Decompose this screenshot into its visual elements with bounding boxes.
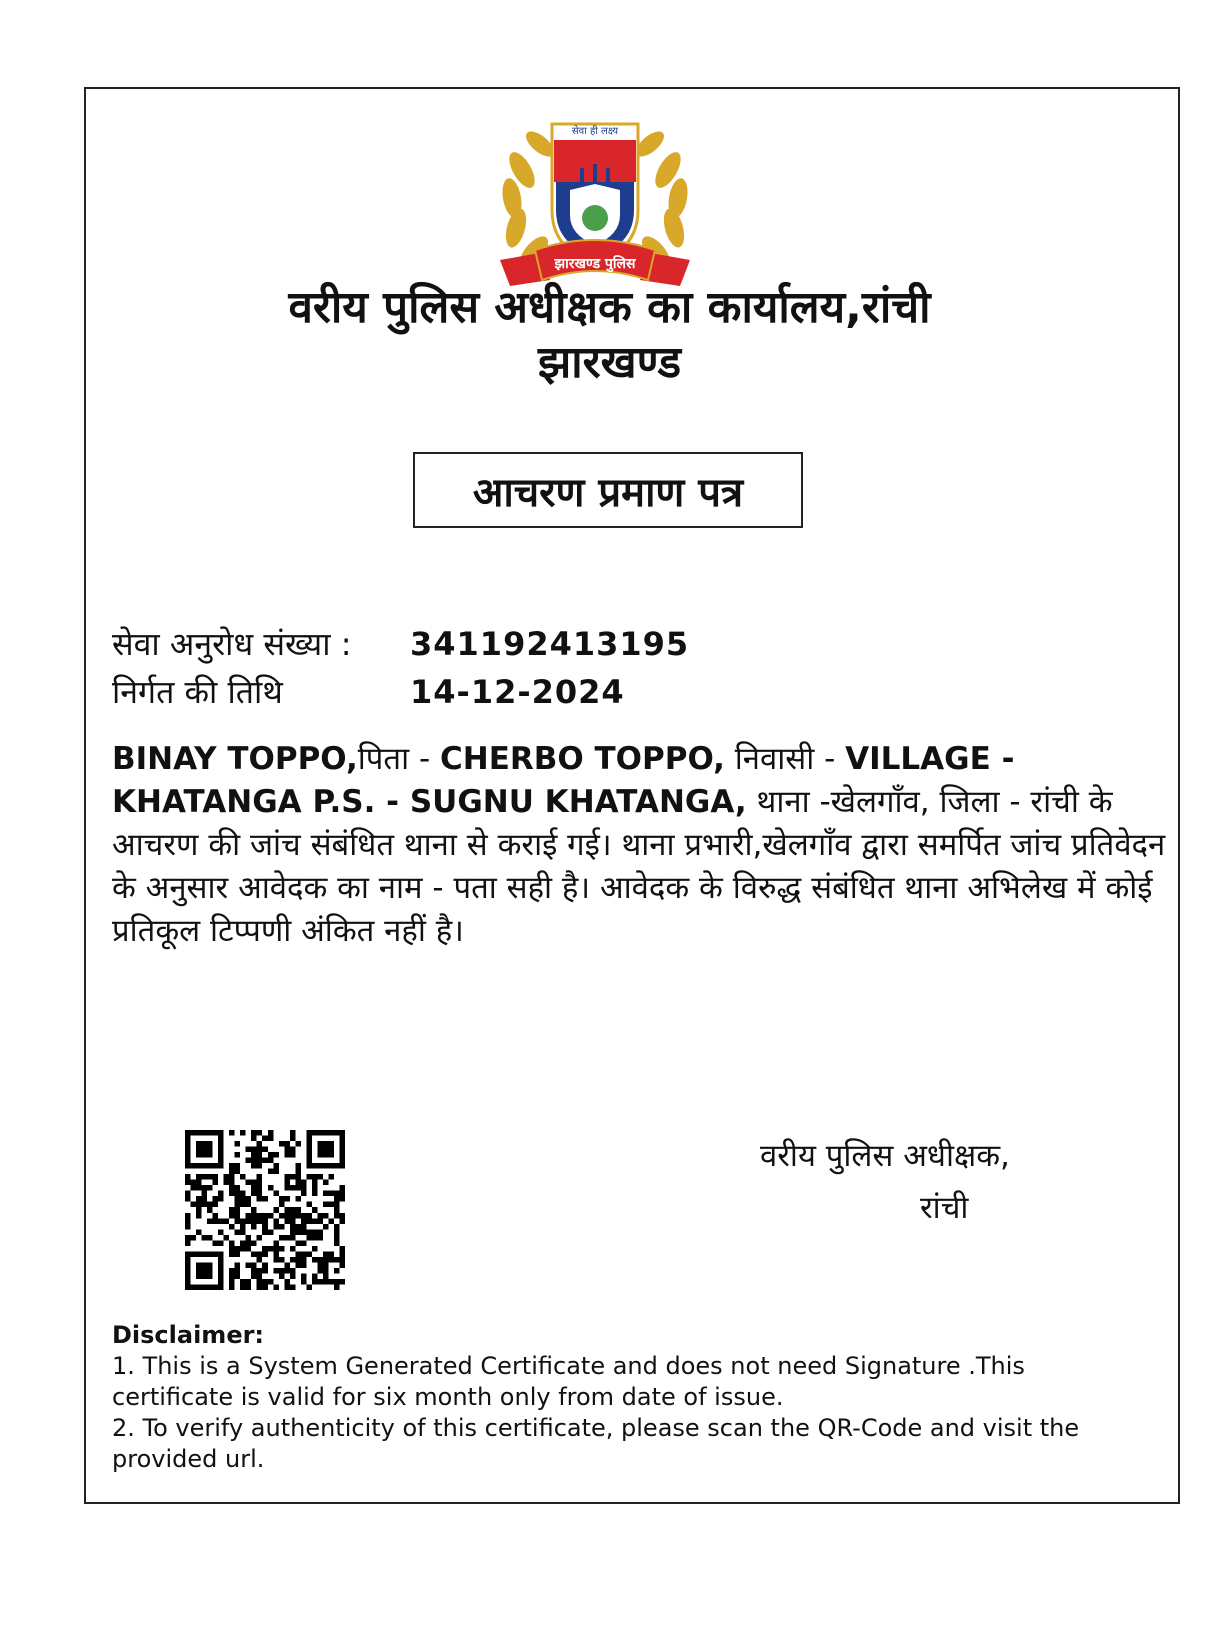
office-title: [0, 280, 1219, 390]
disclaimer: [112, 1320, 1142, 1475]
issue-date-label: निर्गत की तिथि: [112, 673, 283, 711]
father-name: CHERBO TOPPO,: [440, 741, 725, 777]
body-statement: थाना -खेलगाँव, जिला - रांची के आचरण की जांच संबंधित थाना से कराई गई। थाना प्रभारी,खेलगाँव द्वारा समर्पित जांच प्रतिवेदन के अनुसार आवेदक का नाम - पता सही है। आवेदक के विरुद्ध संबंधित थाना अभिलेख में कोई प्रतिकूल टिप्पणी अंकित नहीं है।: [112, 784, 1166, 949]
svg-text:सेवा ही लक्ष्य: सेवा ही लक्ष्य: [571, 126, 619, 137]
certificate-body: [112, 738, 1172, 953]
disclaimer-heading: Disclaimer:: [112, 1321, 265, 1349]
issue-date-value: 14-12-2024: [410, 673, 625, 711]
disclaimer-item-1: 1. This is a System Generated Certificate and does not need Signature .This certificate is valid for six month only from date of issue.: [112, 1352, 1025, 1411]
father-label: पिता -: [357, 741, 440, 777]
svg-text:झारखण्ड पुलिस: झारखण्ड पुलिस: [554, 256, 636, 272]
jharkhand-police-emblem: [490, 110, 700, 295]
office-title-line2: झारखण्ड: [537, 337, 682, 388]
request-number-value: 341192413195: [410, 625, 690, 663]
address-label: निवासी -: [724, 741, 846, 777]
signatory-title: वरीय पुलिस अधीक्षक,: [760, 1138, 1010, 1174]
request-number-label: सेवा अनुरोध संख्या :: [112, 625, 352, 663]
address-value: VILLAGE - KHATANGA P.S. - SUGNU KHATANGA,: [112, 741, 1015, 820]
qr-code[interactable]: [185, 1130, 345, 1290]
signatory-block: [760, 1130, 1010, 1234]
request-number-row: [112, 620, 689, 668]
signatory-location: रांची: [920, 1190, 969, 1226]
issue-date-row: [112, 668, 689, 716]
disclaimer-item-2: 2. To verify authenticity of this certificate, please scan the QR-Code and visit the provided url.: [112, 1414, 1080, 1473]
office-title-line1: वरीय पुलिस अधीक्षक का कार्यालय,रांची: [288, 282, 931, 333]
applicant-name: BINAY TOPPO,: [112, 741, 358, 777]
certificate-title: आचरण प्रमाण पत्र: [413, 452, 803, 528]
certificate-meta: [112, 620, 689, 716]
